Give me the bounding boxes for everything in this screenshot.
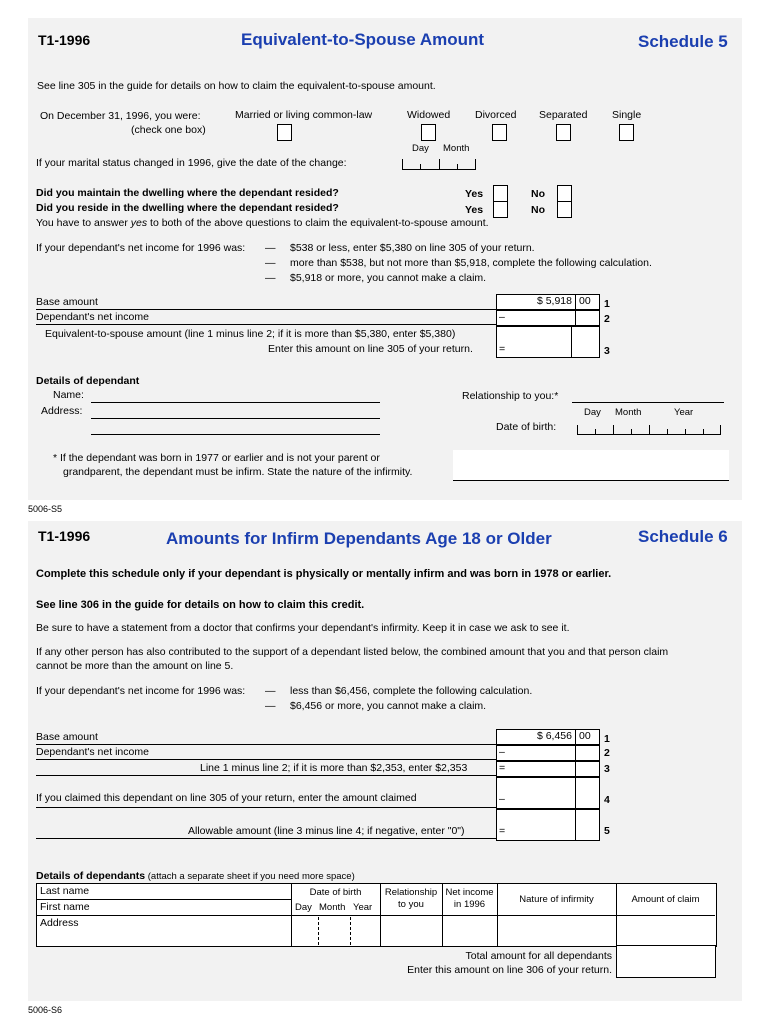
s6-dash-1: —: [265, 685, 276, 697]
checkbox-maintain-no[interactable]: [557, 185, 572, 202]
s6-base-dollars: $ 6,456: [536, 730, 572, 742]
s6-net-income-label: Dependant's net income: [36, 746, 149, 758]
s6-details-heading: [36, 870, 355, 883]
s5-equals-sign: =: [499, 343, 506, 355]
s6-minus-sign-2: –: [499, 793, 505, 805]
s5-ets-amount-label: Equivalent-to-spouse amount (line 1 minus line 2; if it is more than $5,380, enter $5,380): [45, 328, 456, 340]
s6-equals-sign-1: =: [499, 762, 506, 774]
s6-details-heading-bold: Details of dependants: [36, 870, 146, 882]
checkbox-married[interactable]: [277, 124, 292, 141]
s5-line-number-1: 1: [604, 298, 610, 310]
s5-form-code: 5006-S5: [28, 504, 63, 514]
s5-dob-field[interactable]: [577, 421, 721, 435]
s5-details-heading: Details of dependant: [36, 375, 140, 387]
status-label-married: Married or living common-law: [235, 109, 373, 121]
s5-footnote-line-1: * If the dependant was born in 1977 or earlier and is not your parent or: [53, 452, 380, 464]
status-label-separated: Separated: [539, 109, 588, 121]
s5-relationship-field[interactable]: [572, 402, 724, 403]
s6-line-4-label: If you claimed this dependant on line 305 of your return, enter the amount claimed: [36, 792, 417, 804]
s5-status-hint: (check one box): [131, 124, 206, 136]
s5-address-label: Address:: [41, 405, 83, 417]
checkbox-widowed[interactable]: [421, 124, 436, 141]
s6-guide-note: See line 306 in the guide for details on how to claim this credit.: [36, 599, 365, 611]
table-header-relationship-line-1: Relationship: [384, 887, 438, 898]
s6-income-rule-2: $6,456 or more, you cannot make a claim.: [290, 700, 487, 712]
s5-base-dollars: $ 5,918: [536, 295, 572, 307]
s6-income-intro: If your dependant's net income for 1996 was:: [36, 685, 246, 697]
s5-name-field[interactable]: [91, 402, 380, 403]
s6-line-3-label: Line 1 minus line 2; if it is more than $2,353, enter $2,353: [200, 762, 468, 774]
s6-line-4-field[interactable]: [496, 777, 600, 809]
table-header-year: Year: [353, 902, 373, 913]
s6-total-amount-field[interactable]: [616, 945, 716, 978]
s5-form-id: T1-1996: [38, 32, 91, 48]
s5-dob-month-label: Month: [615, 407, 642, 418]
checkbox-divorced[interactable]: [492, 124, 507, 141]
s6-line-number-3: 3: [604, 763, 610, 775]
s5-address-field-2[interactable]: [91, 434, 380, 435]
table-header-net-income: [442, 887, 497, 911]
s6-line-3-field[interactable]: [496, 761, 600, 777]
s5-must-answer-note: [36, 217, 489, 230]
table-dob-separator: [350, 917, 351, 945]
s6-line-5-field[interactable]: [496, 809, 600, 841]
s6-dash-2: —: [265, 700, 276, 712]
s5-base-amount-label: Base amount: [36, 296, 98, 308]
s5-yes-label-2: Yes: [465, 204, 484, 216]
s5-schedule-label: Schedule 5: [638, 32, 728, 51]
table-header-first-name: First name: [40, 901, 90, 913]
table-header-net-income-line-1: Net income: [445, 887, 494, 898]
table-header-last-name: Last name: [40, 885, 90, 897]
s5-title: Equivalent-to-Spouse Amount: [241, 30, 485, 49]
s5-must-answer-emphasis: yes: [130, 217, 148, 229]
s5-line-number-2: 2: [604, 313, 610, 325]
s6-form-code: 5006-S6: [28, 1005, 63, 1015]
s5-no-label-1: No: [531, 188, 545, 200]
table-header-address: Address: [40, 917, 79, 929]
checkbox-reside-no[interactable]: [557, 201, 572, 218]
s6-line-2-field[interactable]: [496, 745, 600, 761]
status-label-single: Single: [612, 109, 642, 121]
s5-must-answer-start: You have to answer: [36, 217, 131, 229]
s5-address-field-1[interactable]: [91, 418, 380, 419]
s5-net-income-label: Dependant's net income: [36, 311, 149, 323]
table-header-nature: Nature of infirmity: [519, 894, 594, 905]
s5-guide-note: See line 305 in the guide for details on how to claim the equivalent-to-spouse amount.: [37, 80, 436, 92]
s5-base-cents: 00: [579, 295, 591, 307]
table-header-dob: Date of birth: [309, 887, 362, 898]
s5-status-question: On December 31, 1996, you were:: [40, 110, 201, 122]
s5-change-month-label: Month: [443, 143, 470, 154]
s6-complete-note: Complete this schedule only if your dependant is physically or mentally infirm and was born in 1978 or earlier.: [36, 568, 612, 580]
checkbox-maintain-yes[interactable]: [493, 185, 508, 202]
s5-dob-day-label: Day: [584, 407, 601, 418]
s6-line-number-1: 1: [604, 733, 610, 745]
s6-line-number-5: 5: [604, 825, 610, 837]
s5-line-3-field[interactable]: [496, 326, 600, 358]
table-header-day: Day: [295, 902, 312, 913]
s6-other-person-line-1: If any other person has also contributed to the support of a dependant listed below, the combined amount that you and that person claim: [36, 646, 669, 658]
s5-must-answer-end: to both of the above questions to claim the equivalent-to-spouse amount.: [147, 217, 489, 229]
s5-minus-sign: –: [499, 311, 505, 323]
table-header-relationship: [380, 887, 442, 911]
s5-change-day-label: Day: [412, 143, 429, 154]
s5-change-question: If your marital status changed in 1996, give the date of the change:: [36, 157, 347, 169]
checkbox-separated[interactable]: [556, 124, 571, 141]
s5-dash-3: —: [265, 272, 276, 284]
s5-dash-2: —: [265, 257, 276, 269]
s5-infirmity-field[interactable]: [453, 450, 729, 481]
s5-income-intro: If your dependant's net income for 1996 was:: [36, 242, 246, 254]
s6-other-person-line-2: cannot be more than the amount on line 5.: [36, 660, 234, 672]
s6-title: Amounts for Infirm Dependants Age 18 or Older: [166, 529, 552, 548]
s5-dwelling-question-1: Did you maintain the dwelling where the dependant resided?: [36, 187, 339, 199]
table-row-cell[interactable]: [37, 931, 290, 945]
s5-line-2-field[interactable]: [496, 310, 600, 326]
s5-income-rule-1: $538 or less, enter $5,380 on line 305 of your return.: [290, 242, 535, 254]
s6-equals-sign-2: =: [499, 825, 506, 837]
checkbox-reside-yes[interactable]: [493, 201, 508, 218]
s6-line-5-label: Allowable amount (line 3 minus line 4; if negative, enter "0"): [188, 825, 465, 837]
s5-income-rule-2: more than $538, but not more than $5,918, complete the following calculation.: [290, 257, 652, 269]
s6-base-cents: 00: [579, 730, 591, 742]
s5-line-number-3: 3: [604, 345, 610, 357]
s6-line-number-2: 2: [604, 747, 610, 759]
s5-dwelling-question-2: Did you reside in the dwelling where the dependant resided?: [36, 202, 339, 214]
s6-base-amount-label: Base amount: [36, 731, 98, 743]
s6-income-rule-1: less than $6,456, complete the following calculation.: [290, 685, 533, 697]
table-header-amount: Amount of claim: [631, 894, 700, 905]
s6-total-label-2: Enter this amount on line 306 of your return.: [407, 964, 612, 976]
status-label-divorced: Divorced: [475, 109, 517, 121]
s6-statement-note: Be sure to have a statement from a doctor that confirms your dependant's infirmity. Keep it in case we ask to see it.: [36, 622, 570, 634]
s5-dash-1: —: [265, 242, 276, 254]
s5-no-label-2: No: [531, 204, 545, 216]
s6-form-id: T1-1996: [38, 528, 91, 544]
s6-details-note: (attach a separate sheet if you need more space): [145, 871, 355, 882]
s5-footnote-line-2: grandparent, the dependant must be infirm. State the nature of the infirmity.: [63, 466, 413, 478]
s6-total-label-1: Total amount for all dependants: [465, 950, 612, 962]
s5-yes-label-1: Yes: [465, 188, 484, 200]
s5-enter-line-305-label: Enter this amount on line 305 of your return.: [268, 343, 473, 355]
status-label-widowed: Widowed: [407, 109, 451, 121]
marital-change-date-field[interactable]: [402, 154, 476, 170]
s6-line-number-4: 4: [604, 794, 610, 806]
checkbox-single[interactable]: [619, 124, 634, 141]
s5-name-label: Name:: [53, 389, 84, 401]
s6-schedule-label: Schedule 6: [638, 527, 728, 546]
table-header-month: Month: [319, 902, 346, 913]
s5-relationship-label: Relationship to you:*: [462, 390, 559, 402]
table-header-net-income-line-2: in 1996: [453, 899, 486, 910]
table-header-relationship-line-2: to you: [398, 899, 424, 910]
s6-minus-sign-1: –: [499, 746, 505, 758]
s5-income-rule-3: $5,918 or more, you cannot make a claim.: [290, 272, 487, 284]
s5-dob-year-label: Year: [674, 407, 694, 418]
s5-dob-label: Date of birth:: [496, 421, 557, 433]
table-dob-separator: [318, 917, 319, 945]
